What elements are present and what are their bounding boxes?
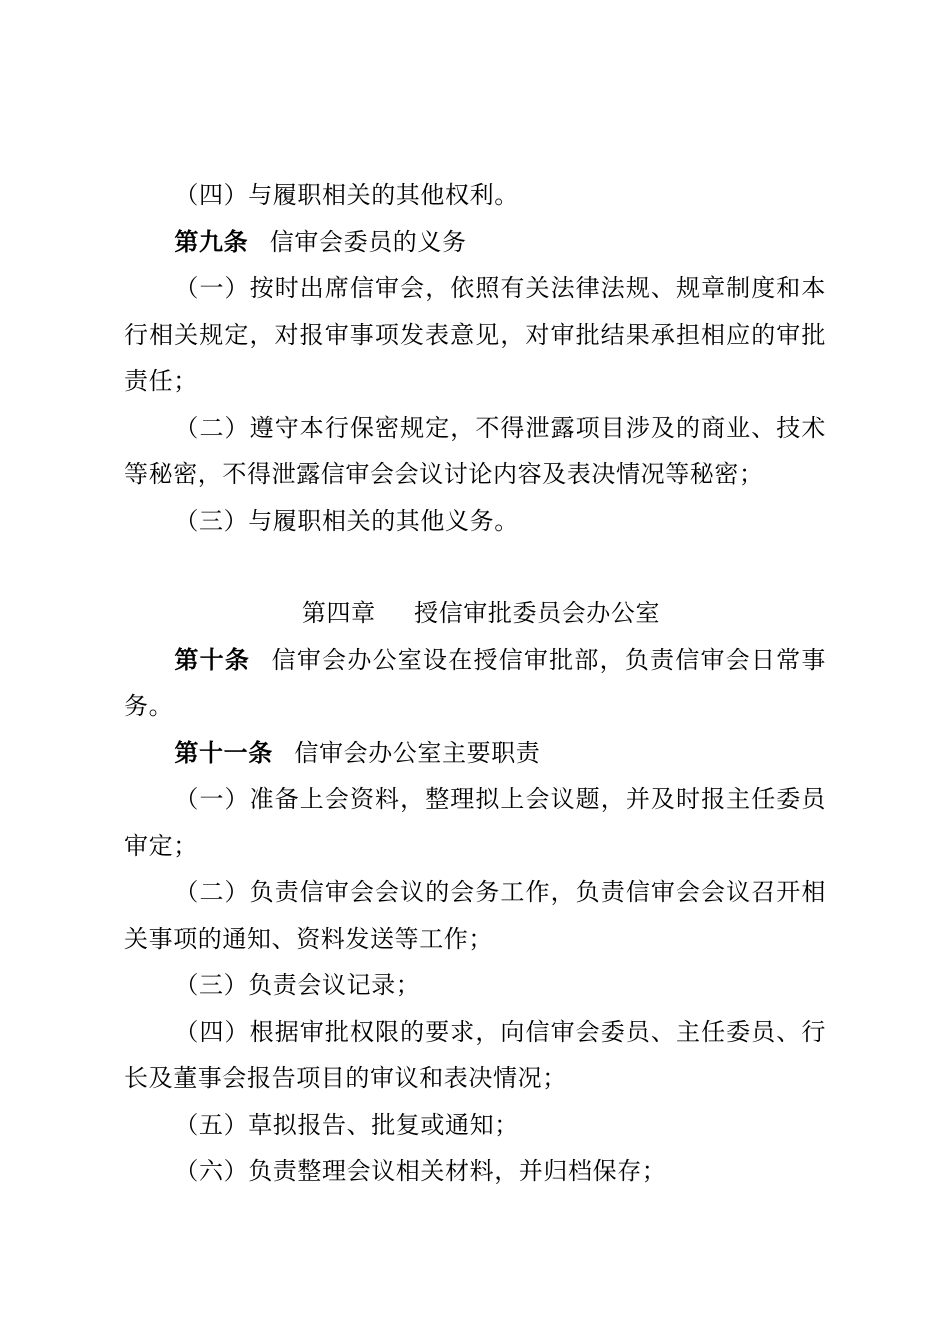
paragraph-duty-office-5: （五）草拟报告、批复或通知； xyxy=(174,1110,519,1139)
paragraph-rights-4: （四）与履职相关的其他权利。 xyxy=(174,181,519,209)
chapter-heading xyxy=(124,590,826,637)
article-10 xyxy=(124,637,826,730)
article-9 xyxy=(124,219,826,266)
paragraph-duty-3: （三）与履职相关的其他义务。 xyxy=(174,506,519,535)
article-11-heading: 第十一条 xyxy=(174,738,273,767)
article-9-text: 信审会委员的义务 xyxy=(269,227,467,256)
paragraph-duty-office-4: （四）根据审批权限的要求，向信审会委员、主任委员、行长及董事会报告项目的审议和表决情况； xyxy=(124,1017,826,1092)
paragraph-duty-office-2: （二）负责信审会会议的会务工作，负责信审会会议召开相关事项的通知、资料发送等工作； xyxy=(124,878,826,953)
article-9-heading: 第九条 xyxy=(174,227,249,256)
article-11-text: 信审会办公室主要职责 xyxy=(294,738,541,767)
chapter-title: 授信审批委员会办公室 xyxy=(414,599,661,627)
document-body xyxy=(124,172,826,1195)
chapter-number: 第四章 xyxy=(301,599,376,627)
article-10-heading: 第十条 xyxy=(174,645,251,674)
paragraph-duty-office-1: （一）准备上会资料，整理拟上会议题，并及时报主任委员审定； xyxy=(124,785,826,860)
paragraph-duty-1: （一）按时出席信审会，依照有关法律法规、规章制度和本行相关规定，对报审事项发表意见，对审批结果承担相应的审批责任； xyxy=(124,274,826,395)
article-10-text: 信审会办公室设在授信审批部，负责信审会日常事务。 xyxy=(124,645,826,720)
paragraph-duty-office-3: （三）负责会议记录； xyxy=(174,971,421,999)
paragraph-duty-2: （二）遵守本行保密规定，不得泄露项目涉及的商业、技术等秘密，不得泄露信审会会议讨论内容及表决情况等秘密； xyxy=(124,413,826,488)
paragraph-duty-office-6: （六）负责整理会议相关材料，并归档保存； xyxy=(174,1157,667,1185)
section-spacer xyxy=(124,544,826,590)
article-11 xyxy=(124,730,826,777)
